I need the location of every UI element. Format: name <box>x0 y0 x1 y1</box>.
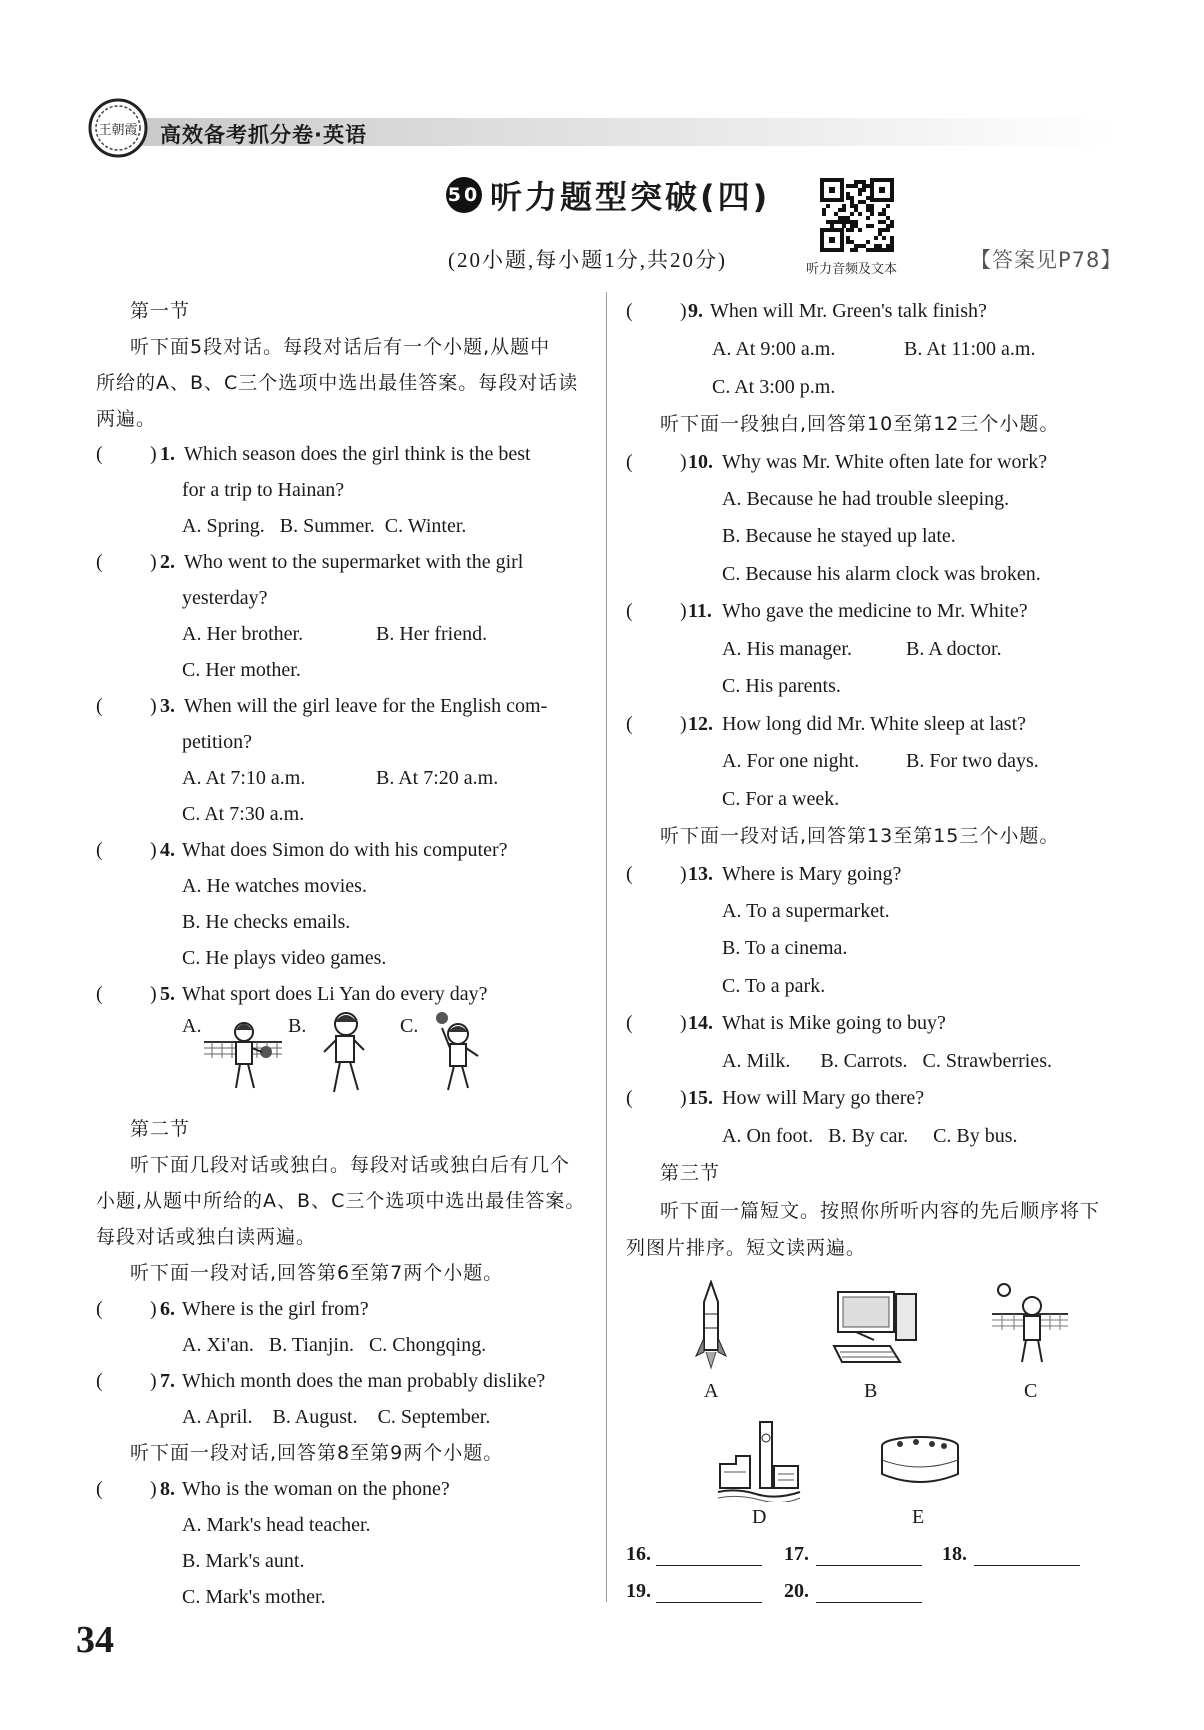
volleyball-picture <box>202 1012 286 1100</box>
option-c: C. For a week. <box>722 788 840 810</box>
question-stem: Which season does the girl think is the best <box>184 443 531 465</box>
section2-title: 第二节 <box>130 1118 191 1140</box>
answer-paren-close: ) <box>150 1298 157 1320</box>
question-number: 15. <box>688 1087 713 1109</box>
question-number: 4. <box>160 839 175 861</box>
question-options: A. On foot. B. By car. C. By bus. <box>722 1125 1018 1147</box>
svg-text:王朝霞: 王朝霞 <box>98 123 138 138</box>
option-b: B. At 11:00 a.m. <box>904 338 1036 360</box>
section2-instruction: 听下面几段对话或独白。每段对话或独白后有几个 <box>130 1154 571 1176</box>
option-c: C. To a park. <box>722 975 826 997</box>
city-picture <box>716 1418 802 1502</box>
subsection-instruction: 听下面一段独白,回答第10至第12三个小题。 <box>660 413 1060 435</box>
question-stem: What sport does Li Yan do every day? <box>182 983 488 1005</box>
answer-paren-close: ) <box>150 695 157 717</box>
answer-paren-open[interactable]: ( <box>96 1478 103 1500</box>
answer-paren-open[interactable]: ( <box>96 443 103 465</box>
option-c: C. His parents. <box>722 675 841 697</box>
option-c: C. He plays video games. <box>182 947 387 969</box>
answer-paren-close: ) <box>680 451 687 473</box>
answer-paren-open[interactable]: ( <box>96 695 103 717</box>
question-number: 6. <box>160 1298 175 1320</box>
option-c: C. At 7:30 a.m. <box>182 803 305 825</box>
question-stem: for a trip to Hainan? <box>182 479 345 501</box>
option-b: B. Her friend. <box>376 623 488 645</box>
qr-code-icon[interactable] <box>820 178 894 252</box>
option-b: B. For two days. <box>906 750 1039 772</box>
answer-paren-close: ) <box>680 863 687 885</box>
blank-label: 20. <box>784 1580 809 1602</box>
answer-paren-close: ) <box>150 551 157 573</box>
option-b: B. At 7:20 a.m. <box>376 767 499 789</box>
answer-paren-open[interactable]: ( <box>626 713 633 735</box>
publisher-logo <box>88 98 148 158</box>
question-number: 2. <box>160 551 175 573</box>
answer-paren-close: ) <box>150 443 157 465</box>
option-a: A. Her brother. <box>182 623 304 645</box>
blank-label: 19. <box>626 1580 651 1602</box>
answer-paren-open[interactable]: ( <box>626 600 633 622</box>
option-c: C. <box>400 1015 419 1037</box>
option-b: B. Because he stayed up late. <box>722 525 956 547</box>
question-stem: Who gave the medicine to Mr. White? <box>722 600 1028 622</box>
section1-title: 第一节 <box>130 300 191 322</box>
option-c: C. At 3:00 p.m. <box>712 376 836 398</box>
option-c: C. Her mother. <box>182 659 301 681</box>
blank-label: 16. <box>626 1543 651 1565</box>
question-number: 8. <box>160 1478 175 1500</box>
rocket-picture <box>694 1280 728 1370</box>
blank-label: 18. <box>942 1543 967 1565</box>
option-b: B. <box>288 1015 307 1037</box>
question-number: 3. <box>160 695 175 717</box>
section1-instruction: 所给的A、B、C三个选项中选出最佳答案。每段对话读 <box>96 372 579 394</box>
section1-instruction: 听下面5段对话。每段对话后有一个小题,从题中 <box>130 336 551 358</box>
question-stem: When will the girl leave for the English com- <box>184 695 548 717</box>
score-subtitle: (20小题,每小题1分,共20分) <box>448 248 727 272</box>
picture-label-b: B <box>864 1380 878 1402</box>
option-a: A. To a supermarket. <box>722 900 890 922</box>
option-a: A. At 7:10 a.m. <box>182 767 306 789</box>
answer-paren-open[interactable]: ( <box>96 839 103 861</box>
answer-blank-16[interactable] <box>656 1565 762 1566</box>
answer-paren-close: ) <box>680 300 687 322</box>
section3-instruction: 列图片排序。短文读两遍。 <box>626 1237 867 1259</box>
section3-title: 第三节 <box>660 1162 721 1184</box>
question-stem: Who is the woman on the phone? <box>182 1478 450 1500</box>
question-number: 7. <box>160 1370 175 1392</box>
question-stem: What is Mike going to buy? <box>722 1012 946 1034</box>
book-title: 高效备考抓分卷·英语 <box>160 123 367 147</box>
blank-label: 17. <box>784 1543 809 1565</box>
option-a: A. His manager. <box>722 638 852 660</box>
option-a: A. <box>182 1015 202 1037</box>
question-options: A. Spring. B. Summer. C. Winter. <box>182 515 467 537</box>
page-title <box>446 172 770 218</box>
question-stem: What does Simon do with his computer? <box>182 839 508 861</box>
subsection-instruction: 听下面一段对话,回答第13至第15三个小题。 <box>660 825 1060 847</box>
question-stem: petition? <box>182 731 252 753</box>
question-stem: How will Mary go there? <box>722 1087 925 1109</box>
option-a: A. Because he had trouble sleeping. <box>722 488 1010 510</box>
answer-paren-open[interactable]: ( <box>96 1370 103 1392</box>
question-number: 5. <box>160 983 175 1005</box>
section2-instruction: 小题,从题中所给的A、B、C三个选项中选出最佳答案。 <box>96 1190 586 1212</box>
picture-label-d: D <box>752 1506 767 1528</box>
running-picture <box>318 1010 372 1100</box>
question-number: 11. <box>688 600 712 622</box>
answer-paren-close: ) <box>150 1478 157 1500</box>
answer-paren-open[interactable]: ( <box>626 863 633 885</box>
section3-instruction: 听下面一篇短文。按照你所听内容的先后顺序将下 <box>660 1200 1101 1222</box>
answer-paren-close: ) <box>150 839 157 861</box>
answer-blank-20[interactable] <box>816 1602 922 1603</box>
question-stem: How long did Mr. White sleep at last? <box>722 713 1027 735</box>
question-number: 14. <box>688 1012 713 1034</box>
section1-instruction: 两遍。 <box>96 408 157 430</box>
answer-blank-19[interactable] <box>656 1602 762 1603</box>
answer-paren-open[interactable]: ( <box>626 300 633 322</box>
question-options: A. Xi'an. B. Tianjin. C. Chongqing. <box>182 1334 487 1356</box>
answer-paren-close: ) <box>680 1087 687 1109</box>
question-options: A. Milk. B. Carrots. C. Strawberries. <box>722 1050 1052 1072</box>
column-divider <box>606 292 607 1602</box>
title-text: 听力题型突破(四) <box>490 178 771 216</box>
picture-label-e: E <box>912 1506 925 1528</box>
picture-label-a: A <box>704 1380 719 1402</box>
option-c: C. Mark's mother. <box>182 1586 326 1608</box>
section2-instruction: 每段对话或独白读两遍。 <box>96 1226 317 1248</box>
question-stem: Where is the girl from? <box>182 1298 369 1320</box>
qr-caption: 听力音频及文本 <box>806 262 898 277</box>
answer-paren-close: ) <box>150 983 157 1005</box>
option-b: B. Mark's aunt. <box>182 1550 305 1572</box>
question-stem: yesterday? <box>182 587 268 609</box>
answer-reference: 【答案见P78】 <box>970 248 1123 272</box>
question-number: 13. <box>688 863 713 885</box>
badminton-picture <box>426 1010 486 1098</box>
answer-paren-close: ) <box>680 1012 687 1034</box>
question-stem: Why was Mr. White often late for work? <box>722 451 1048 473</box>
option-b: B. He checks emails. <box>182 911 351 933</box>
computer-picture <box>830 1290 920 1366</box>
option-b: B. To a cinema. <box>722 937 848 959</box>
question-stem: When will Mr. Green's talk finish? <box>710 300 987 322</box>
answer-paren-open[interactable]: ( <box>626 1087 633 1109</box>
answer-paren-open[interactable]: ( <box>626 451 633 473</box>
option-b: B. A doctor. <box>906 638 1002 660</box>
answer-paren-open[interactable]: ( <box>96 551 103 573</box>
page-number: 34 <box>76 1619 114 1661</box>
option-c: C. Because his alarm clock was broken. <box>722 563 1041 585</box>
answer-paren-open[interactable]: ( <box>96 1298 103 1320</box>
answer-paren-close: ) <box>680 713 687 735</box>
subsection-instruction: 听下面一段对话,回答第6至第7两个小题。 <box>130 1262 504 1284</box>
option-a: A. For one night. <box>722 750 860 772</box>
question-options: A. April. B. August. C. September. <box>182 1406 491 1428</box>
title-number-badge: 50 <box>446 177 482 213</box>
option-a: A. Mark's head teacher. <box>182 1514 371 1536</box>
subsection-instruction: 听下面一段对话,回答第8至第9两个小题。 <box>130 1442 504 1464</box>
cake-picture <box>878 1434 962 1490</box>
option-a: A. At 9:00 a.m. <box>712 338 836 360</box>
answer-paren-open[interactable]: ( <box>96 983 103 1005</box>
option-a: A. He watches movies. <box>182 875 367 897</box>
question-stem: Who went to the supermarket with the girl <box>184 551 524 573</box>
question-number: 10. <box>688 451 713 473</box>
answer-paren-open[interactable]: ( <box>626 1012 633 1034</box>
answer-paren-close: ) <box>150 1370 157 1392</box>
question-stem: Which month does the man probably dislike? <box>182 1370 546 1392</box>
picture-label-c: C <box>1024 1380 1038 1402</box>
question-number: 1. <box>160 443 175 465</box>
badminton-picture <box>990 1280 1070 1366</box>
question-number: 12. <box>688 713 713 735</box>
question-number: 9. <box>688 300 703 322</box>
question-stem: Where is Mary going? <box>722 863 902 885</box>
answer-blank-17[interactable] <box>816 1565 922 1566</box>
answer-blank-18[interactable] <box>974 1565 1080 1566</box>
answer-paren-close: ) <box>680 600 687 622</box>
